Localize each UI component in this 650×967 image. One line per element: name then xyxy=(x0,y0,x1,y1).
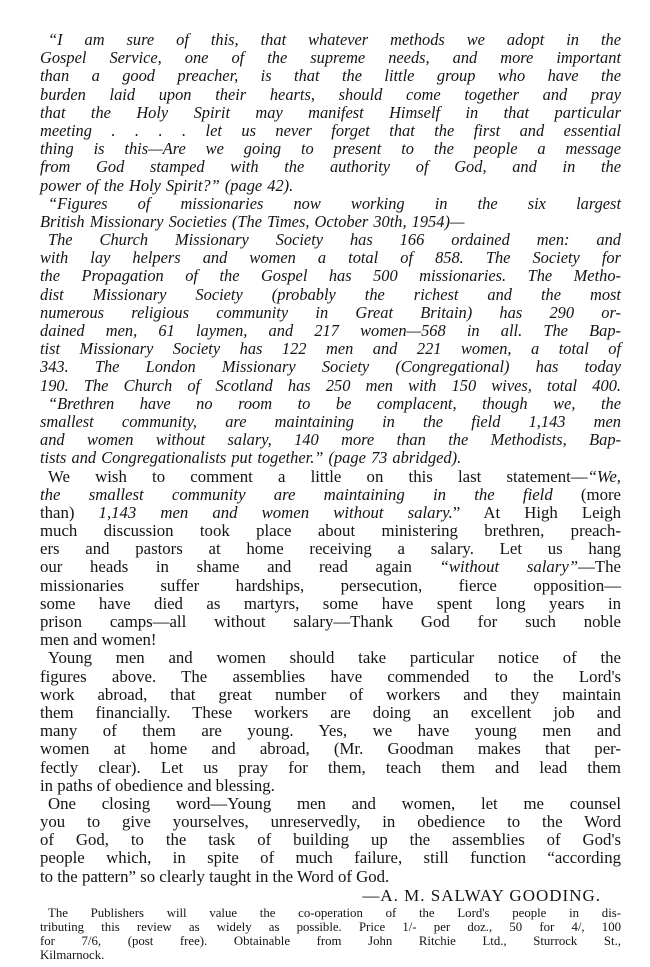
text-segment: One closing word—Young men and women, let me counsel xyxy=(48,793,621,813)
text-segment: with lay helpers and women a total of 858. The Society for xyxy=(40,248,621,268)
text-line xyxy=(40,595,621,613)
text-segment: some have died as martyrs, some have spent long years in xyxy=(40,593,621,613)
text-segment: meeting . . . . let us never forget that the first and essential xyxy=(40,120,621,140)
text-segment: thing is this—Are we going to present to the people a message xyxy=(40,139,621,159)
text-segment: 190. The Church of Scotland has 250 men with 150 wives, total 400. xyxy=(40,375,621,395)
text-line xyxy=(40,704,621,722)
text-line xyxy=(40,213,621,231)
text-segment: dist Missionary Society (probably the richest and the most xyxy=(40,284,621,304)
text-line xyxy=(40,140,621,158)
text-line xyxy=(40,686,621,704)
text-line xyxy=(40,558,621,576)
text-line xyxy=(40,759,621,777)
text-segment: than a good preacher, is that the little group who have the xyxy=(40,66,621,86)
paragraph xyxy=(40,31,621,195)
text-segment: to the pattern” so clearly taught in the Word of God. xyxy=(40,866,390,886)
text-line xyxy=(40,740,621,758)
text-line xyxy=(40,67,621,85)
text-line xyxy=(40,231,621,249)
text-line xyxy=(40,49,621,67)
text-line xyxy=(40,431,621,449)
text-line xyxy=(40,722,621,740)
text-line xyxy=(40,158,621,176)
text-segment: than) xyxy=(40,502,99,522)
text-segment: Gospel Service, one of the supreme needs, and more important xyxy=(40,48,621,68)
text-segment: that the Holy Spirit may manifest Himself in that particular xyxy=(40,102,621,122)
text-line xyxy=(40,795,621,813)
text-line xyxy=(40,486,621,504)
text-line xyxy=(40,540,621,558)
text-segment: dained men, 61 laymen, and 217 women—568 in all. The Bap- xyxy=(40,321,621,340)
text-segment: people which, in spite of much failure, still function “according xyxy=(40,848,621,868)
text-segment: them financially. These workers are doing an excellent job and xyxy=(40,702,621,722)
text-segment: from God stamped with the authority of God, and in the xyxy=(40,157,621,177)
publisher-note xyxy=(40,906,621,962)
text-segment: Young men and women should take particular notice of the xyxy=(48,648,621,668)
paragraph xyxy=(40,195,621,231)
document-page xyxy=(40,31,621,962)
text-line xyxy=(40,649,621,667)
text-segment: smallest community, are maintaining in the field 1,143 men xyxy=(40,411,621,431)
article-body xyxy=(40,31,621,886)
text-line xyxy=(40,395,621,413)
paragraph xyxy=(40,231,621,395)
text-line xyxy=(40,413,621,431)
text-line xyxy=(40,468,621,486)
author-signature: —A. M. SALWAY GOODING. xyxy=(362,885,601,905)
paragraph xyxy=(40,468,621,650)
text-segment: prison camps—all without salary—Thank God for such noble xyxy=(40,612,621,631)
text-segment: you to give yourselves, unreservedly, in obedience to the Word xyxy=(40,812,621,832)
text-line xyxy=(40,195,621,213)
text-segment: “Figures of missionaries now working in the six largest xyxy=(48,193,621,213)
text-segment: the Propagation of the Gospel has 500 missionaries. The Metho- xyxy=(40,266,621,286)
text-segment: (more xyxy=(552,484,621,504)
text-line xyxy=(40,267,621,285)
italic-text: 1,143 men and women without salary. xyxy=(98,502,453,522)
italic-text: “without salary” xyxy=(439,557,579,577)
text-line xyxy=(40,377,621,395)
text-segment: of God, to the task of building up the assemblies of God's xyxy=(40,830,621,850)
text-segment: numerous religious community in Great Britain) has 290 or- xyxy=(40,302,621,322)
text-line xyxy=(40,449,621,467)
text-line xyxy=(40,249,621,267)
text-segment: our heads in shame and read again xyxy=(40,557,440,577)
footer-line: for 7/6, (post free). Obtainable from John Ritchie Ltd., Sturrock St., xyxy=(40,933,621,948)
footer-line: The Publishers will value the co-operation of the Lord's people in dis- xyxy=(48,905,621,920)
text-line xyxy=(40,286,621,304)
text-segment: The Church Missionary Society has 166 ordained men: and xyxy=(48,230,621,250)
text-segment: burden laid upon their hearts, should come together and pray xyxy=(40,84,621,104)
italic-text: “We, xyxy=(587,466,621,486)
text-line xyxy=(40,613,621,631)
text-segment: “Brethren have no room to be complacent, though we, the xyxy=(48,393,621,413)
text-segment: figures above. The assemblies have commended to the Lord's xyxy=(40,666,621,686)
text-line xyxy=(40,577,621,595)
text-segment: We wish to comment a little on this last statement— xyxy=(48,466,588,486)
text-line xyxy=(40,868,621,886)
text-line xyxy=(40,668,621,686)
paragraph xyxy=(40,395,621,468)
text-segment: missionaries suffer hardships, persecution, fierce opposition— xyxy=(40,575,621,595)
text-segment: British Missionary Societies (The Times, October 30th, 1954)— xyxy=(40,211,465,231)
text-line xyxy=(40,777,621,795)
text-segment: fectly clear). Let us pray for them, teach them and lead them xyxy=(40,757,621,777)
text-line xyxy=(40,177,621,195)
text-line xyxy=(40,522,621,540)
text-segment: and women without salary, 140 more than the Methodists, Bap- xyxy=(40,430,621,450)
text-line xyxy=(40,86,621,104)
text-segment: —The xyxy=(578,557,621,577)
text-segment: ” At High Leigh xyxy=(452,502,621,522)
text-segment: much discussion took place about ministering brethren, preach- xyxy=(40,521,621,541)
text-segment: tists and Congregationalists put together.” (page 73 abridged). xyxy=(40,448,462,468)
text-line xyxy=(40,631,621,649)
text-line xyxy=(40,304,621,322)
text-line xyxy=(40,322,621,340)
text-segment: ers and pastors at home receiving a salary. Let us hang xyxy=(40,539,621,559)
text-line xyxy=(40,813,621,831)
paragraph xyxy=(40,649,621,795)
text-segment: men and women! xyxy=(40,630,157,650)
text-line xyxy=(40,104,621,122)
text-segment: women at home and abroad, (Mr. Goodman makes that per- xyxy=(40,739,621,759)
text-line xyxy=(40,340,621,358)
text-line xyxy=(40,122,621,140)
text-segment: 343. The London Missionary Society (Congregational) has today xyxy=(40,357,621,377)
text-segment: power of the Holy Spirit?” (page 42). xyxy=(40,175,294,195)
footer-line: Kilmarnock. xyxy=(40,947,105,962)
text-segment: many of them are young. Yes, we have young men and xyxy=(40,721,621,741)
text-segment: tist Missionary Society has 122 men and 221 women, a total of xyxy=(40,339,621,359)
text-line xyxy=(40,849,621,867)
text-line xyxy=(40,831,621,849)
text-line xyxy=(40,358,621,376)
text-segment: in paths of obedience and blessing. xyxy=(40,775,275,795)
text-line xyxy=(40,31,621,49)
footer-line: tributing this review as widely as possible. Price 1/- per doz., 50 for 4/, 100 xyxy=(40,919,621,934)
italic-text: the smallest community are maintaining in the field xyxy=(40,484,553,504)
paragraph xyxy=(40,795,621,886)
text-line xyxy=(40,504,621,522)
text-segment: “I am sure of this, that whatever methods we adopt in the xyxy=(48,30,621,49)
text-segment: work abroad, that great number of workers and they maintain xyxy=(40,684,621,704)
